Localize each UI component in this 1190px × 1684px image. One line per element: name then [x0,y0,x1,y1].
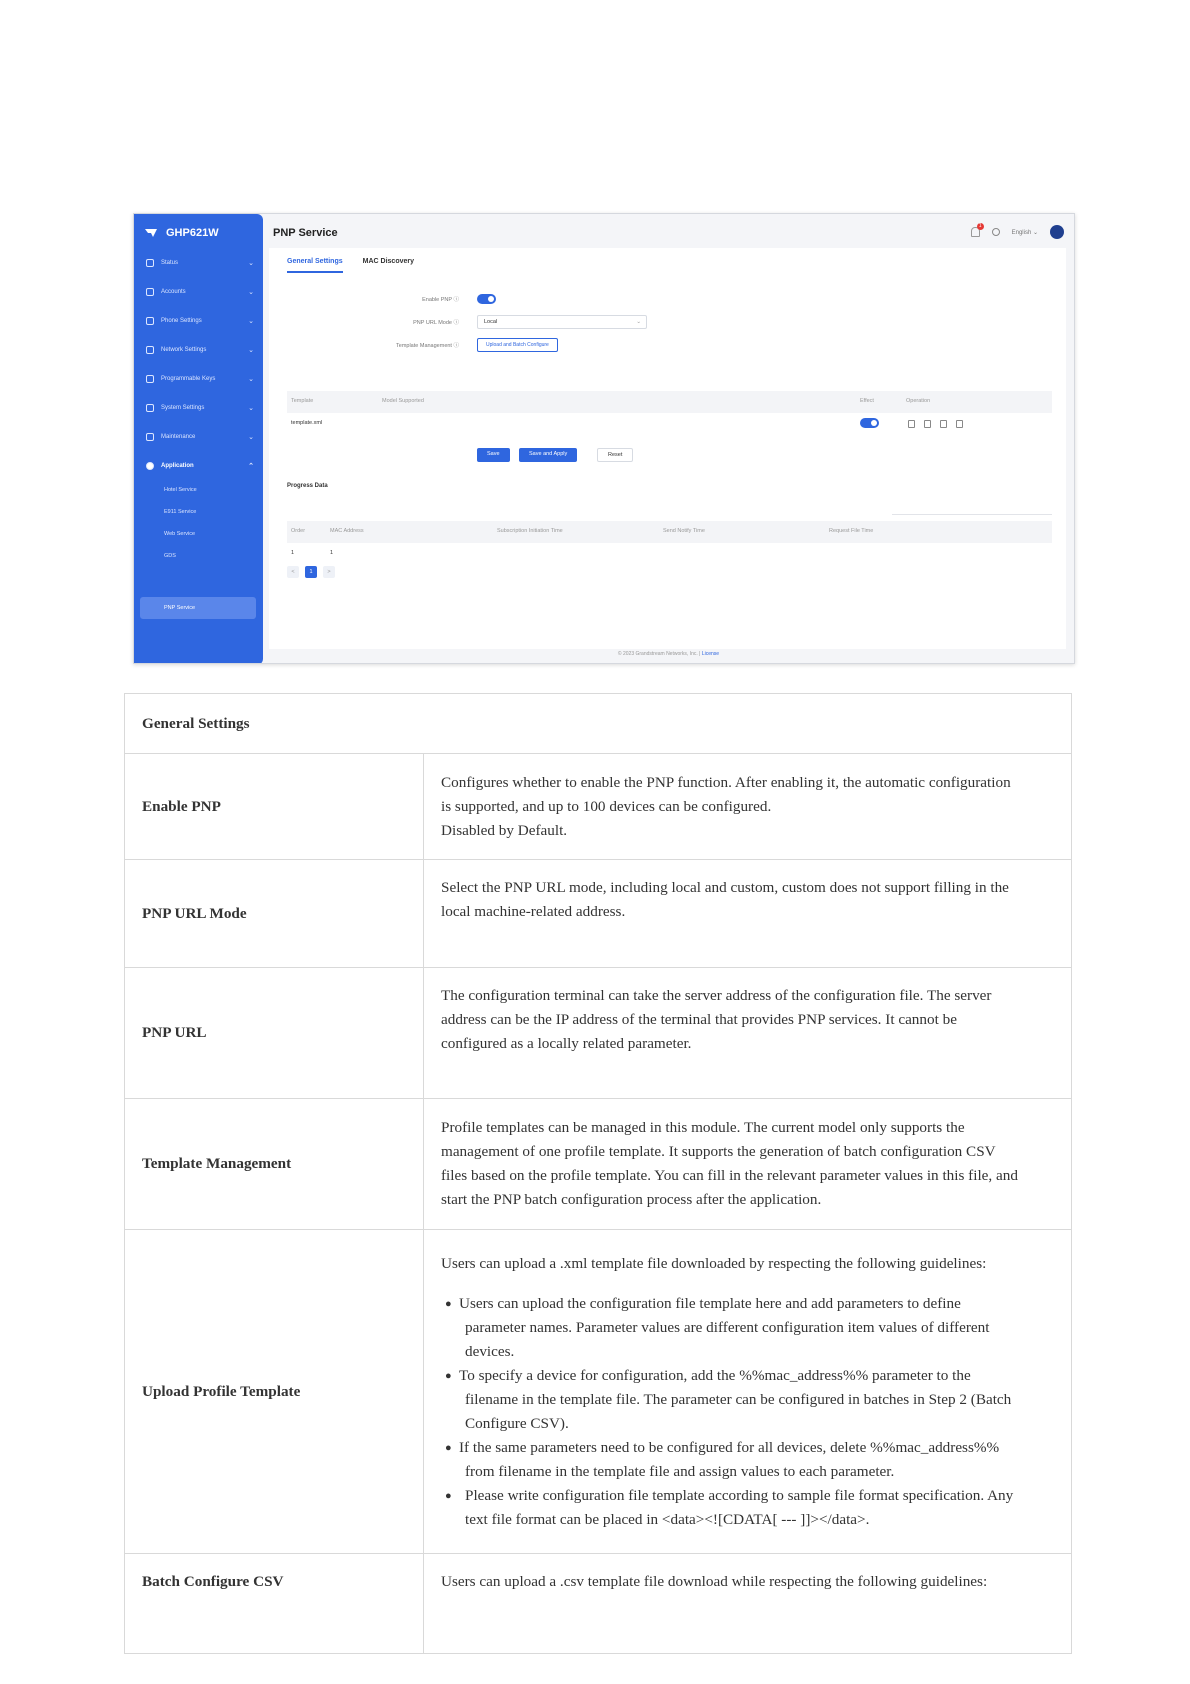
sidebar-subitem-web-service[interactable]: Web Service [164,531,196,537]
chevron-down-icon: ⌄ [248,260,254,267]
page-button[interactable]: 1 [305,566,317,578]
sidebar-item-label: Maintenance [161,434,196,440]
language-select[interactable]: English ⌄ [1011,229,1038,236]
grid-icon [146,433,154,441]
table-row [125,968,1072,1099]
template-management-row [269,338,669,352]
setting-name: PNP URL Mode [125,860,424,968]
setting-description [424,1554,1072,1654]
globe-icon [146,346,154,354]
sidebar-item-label: Network Settings [161,347,207,353]
prev-page-button[interactable]: < [287,566,299,578]
chevron-down-icon: ⌄ [248,289,254,296]
sidebar-subitem-hotel-service[interactable]: Hotel Service [164,487,197,493]
phone-icon [146,317,154,325]
column-header: Effect [860,398,874,404]
chevron-down-icon: ⌄ [248,405,254,412]
ui-screenshot [133,213,1075,664]
sidebar-subitem-pnp-service[interactable]: PNP Service [140,597,256,619]
table-row [287,543,1052,563]
table-row [125,1554,1072,1654]
table-row [125,1099,1072,1230]
sidebar [134,214,263,664]
column-header: Template [291,398,314,404]
application-icon [146,462,154,470]
list-item [441,1364,1049,1436]
grandstream-logo-icon [144,226,158,240]
bullet-line: filename in the template file. The parameter can be configured in batches in Step 2 (Batch [465,1390,1012,1408]
upload-batch-configure-button[interactable]: Upload and Batch Configure [477,338,558,352]
bullet-line: ● If the same parameters need to be configured for all devices, delete %%mac_address%% [459,1438,1000,1456]
setting-name: Upload Profile Template [125,1230,424,1554]
chevron-down-icon: ⌄ [248,434,254,441]
save-button[interactable]: Save [477,448,510,462]
sidebar-item-label: Programmable Keys [161,376,216,382]
description-line: local machine-related address. [441,903,626,920]
bullet-line: ● Please write configuration file template according to sample file format specification. Any [465,1486,1014,1504]
main-area [263,214,1074,663]
progress-table-header [287,521,1052,543]
description-line: start the PNP batch configuration process after the application. [441,1191,822,1208]
description-line: Configures whether to enable the PNP function. After enabling it, the automatic configuration [441,773,1011,791]
keyboard-icon [146,375,154,383]
list-item [441,1484,1049,1532]
template-table-header [287,391,1052,413]
description-line: files based on the profile template. You can fill in the relevant parameter values in this file, and [441,1167,1018,1184]
sidebar-subitem-e911-service[interactable]: E911 Service [164,509,197,515]
bullet-line: from filename in the template file and assign values to each parameter. [465,1462,895,1480]
status-icon [146,259,154,267]
table-row [125,860,1072,968]
edit-icon[interactable] [908,420,915,428]
chevron-down-icon: ⌄ [636,319,641,325]
user-icon [146,288,154,296]
copyright-text: © 2023 Grandstream Networks, Inc. [617,651,698,657]
description-line: Select the PNP URL mode, including local and custom, custom does not support filling in the [441,879,1009,896]
language-label: English [1011,229,1032,236]
setting-name: Batch Configure CSV [125,1554,424,1654]
save-and-apply-button[interactable]: Save and Apply [519,448,577,462]
tabs [287,258,414,273]
order-cell: 1 [291,550,295,556]
sidebar-item-phone-settings[interactable] [146,314,254,328]
bullet-line: text file format can be placed in <data><![CDATA[ --- ]]></data>. [465,1510,870,1528]
search-icon[interactable] [992,228,1000,236]
avatar[interactable] [1050,225,1064,239]
setting-description [424,860,1072,968]
settings-table [124,693,1072,1654]
pnp-url-mode-label: PNP URL Mode ⓘ [413,320,459,326]
description-intro: Users can upload a .xml template file downloaded by respecting the following guidelines: [441,1254,987,1272]
action-bar [477,448,1066,462]
description-line: Profile templates can be managed in this module. The current model only supports the [441,1119,965,1136]
enable-pnp-toggle[interactable] [477,294,496,304]
logo-text: GHP621W [166,227,219,239]
enable-pnp-label: Enable PNP ⓘ [422,297,459,303]
chevron-down-icon: ⌄ [248,318,254,325]
column-header: MAC Address [330,528,364,534]
gear-icon [146,404,154,412]
sidebar-item-maintenance[interactable] [146,430,254,444]
column-header: Subscription Initiation Time [497,528,563,534]
mac-cell: 1 [330,550,334,556]
reset-button[interactable]: Reset [597,448,633,462]
table-header: General Settings [125,694,1072,754]
enable-pnp-row [269,292,669,306]
sidebar-item-status[interactable] [146,256,254,270]
sidebar-item-label: System Settings [161,405,205,411]
description-line: Disabled by Default. [441,821,568,839]
description-intro: Users can upload a .csv template file download while respecting the following guidelines: [441,1573,988,1590]
progress-search-input[interactable] [892,502,1052,515]
sidebar-item-programmable-keys[interactable] [146,372,254,386]
footer [263,651,1074,657]
description-line: management of one profile template. It supports the generation of batch configuration CSV [441,1143,996,1160]
guideline-list [441,1292,1049,1532]
top-bar [971,225,1064,239]
tab-general-settings[interactable]: General Settings [287,258,343,273]
sidebar-item-label: Phone Settings [161,318,202,324]
bullet-line: Configure CSV). [465,1414,569,1432]
pnp-url-mode-select[interactable] [477,315,647,329]
pnp-url-mode-row [269,315,669,329]
license-link[interactable]: License [701,651,720,657]
delete-icon[interactable] [956,420,963,428]
table-header-row [125,694,1072,754]
select-value: Local [484,319,498,325]
tab-mac-discovery[interactable]: MAC Discovery [362,258,414,265]
setting-description [424,968,1072,1099]
column-header: Operation [906,398,931,404]
setting-name: Template Management [125,1099,424,1230]
template-management-label: Template Management ⓘ [396,343,459,349]
description-line: address can be the IP address of the terminal that provides PNP services. It cannot be [441,1011,957,1028]
sidebar-item-accounts[interactable] [146,285,254,299]
description-line: configured as a locally related parameter. [441,1035,692,1052]
sidebar-item-label: Application [161,463,194,469]
progress-data-title: Progress Data [287,483,328,489]
chevron-up-icon: ⌃ [248,463,254,470]
table-row [287,413,1052,433]
chevron-down-icon: ⌄ [248,347,254,354]
column-header: Send Notify Time [663,528,705,534]
bullet-line: ● To specify a device for configuration, add the %%mac_address%% parameter to the [459,1366,971,1384]
column-header: Request File Time [829,528,874,534]
setting-name: PNP URL [125,968,424,1099]
chevron-down-icon: ⌄ [248,376,254,383]
sidebar-item-label: Status [161,260,179,266]
sidebar-item-application[interactable] [146,459,254,473]
download-icon[interactable] [940,420,947,428]
description-line: is supported, and up to 100 devices can be configured. [441,797,772,815]
bell-icon[interactable] [971,223,982,237]
bullet-line: devices. [465,1342,515,1360]
table-row [125,754,1072,860]
notification-badge: 1 [977,223,984,230]
next-page-button[interactable]: > [323,566,335,578]
setting-name: Enable PNP [125,754,424,860]
bullet-line: parameter names. Parameter values are different configuration item values of different [465,1318,990,1336]
column-header: Model Supported [382,398,424,404]
bullet-line: ● Users can upload the configuration file template here and add parameters to define [459,1294,961,1312]
sidebar-item-system-settings[interactable] [146,401,254,415]
sidebar-item-network-settings[interactable] [146,343,254,357]
sidebar-subitem-gds[interactable]: GDS [164,553,176,559]
template-name: template.xml [291,420,323,426]
setting-description [424,754,1072,860]
page-title: PNP Service [273,227,338,239]
footer-separator: | [699,651,701,657]
sidebar-item-label: Accounts [161,289,186,295]
list-item [441,1436,1049,1484]
description-line: The configuration terminal can take the server address of the configuration file. The server [441,987,992,1004]
table-row [125,1230,1072,1554]
setting-description [424,1230,1072,1554]
content-panel [269,248,1066,649]
logo [144,226,219,240]
list-item [441,1292,1049,1364]
setting-description [424,1099,1072,1230]
file-icon[interactable] [924,420,931,428]
column-header: Order [291,528,306,534]
effect-toggle[interactable] [860,418,879,428]
pagination [287,566,335,578]
